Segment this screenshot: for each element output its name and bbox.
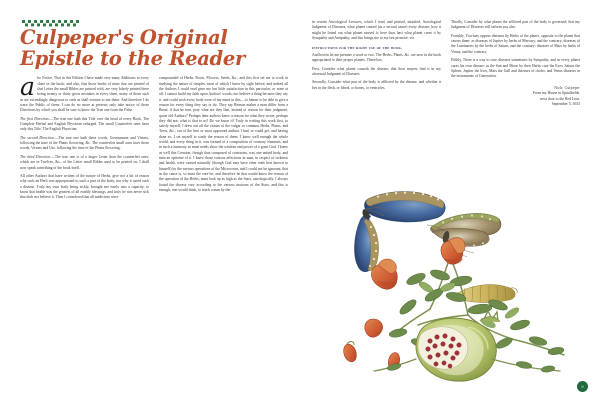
signature-address-line-2: next door to the Red Lion,: [540, 96, 580, 101]
column-two: [159, 76, 288, 200]
signature-block: [451, 86, 580, 109]
paragraph-second-rule: Secondly, Consider what part of the body is afflicted by the disease, and whether it lies in the flesh, or blood, or bones, or ventricles.: [312, 80, 441, 90]
paragraph-second-direction: The second Direction.—The true one hath these words, Government and Virtues, following the time of the Plants flowering, &c. The counterfeit small ones have these words, Virtues and Use, following the time of the Plants flowering.: [20, 135, 149, 151]
paragraph-fourth-rule: Fourthly, You may oppose diseases by Herbs of the planet, opposite to the planet that causes them: as diseases of Jupiter by herbs of Mercury, and the contrary; diseases of the Luminaries by the herbs of Saturn, and the contrary; diseases of Mars by herbs of Venus, and the contrary.: [451, 33, 580, 54]
paragraph: And herein let me premise a word or two. The Herbs, Plants, &c. are now in the book appropriated to their proper planets. Therefore,: [312, 52, 441, 63]
paragraph: compounded of Herbs, Roots, Flowers, Seeds, &c., and this first set me to work in studying the nature of simples, most of which I knew by sight before; and indeed all the Authors I could read gave me but little satisfaction in this particular, or none at all. I cannot build my faith upon Authors' words; nor believe a thing because they say it, and could wish every body were of my mind in this,—to labour to be able to give a reason for every thing they say or do. They say Reason makes a man differ from a Beast; if that be true, pray what are they that, instead of reason for their judgment, quote old Authors? Perhaps their authors knew a reason for what they wrote, perhaps they did not; what is that to us? Do we know it? Truly in writing this work first, to satisfy myself, I drew out all the virtues of the vulgar or common Herbs, Plants, and Trees, &c., out of the best or most approved authors I had, or could get, and having done so, I set myself to study the reason of them. I knew well enough the whole world, and every thing in it, was formed of a composition of contrary elements, and in such a harmony as must needs show the wisdom and power of a great God. I knew as well this Creation, though thus composed of contraries, was one united body, and man an epitome of it. I knew those various affections in man, in respect of sickness and health, were caused naturally (though God may have other ends best known to himself) by the various operations of the Microcosm; and I could not be ignorant, that as the cause is, so must the cure be; and therefore he that would know the reason of the operation of the Herbs, must look up as high as the Stars, astrologically. I always found the disease vary according to the various motions of the Stars; and this is enough, one would think, to teach a man by the: [159, 76, 288, 192]
column-four: [451, 20, 580, 108]
paragraph-fifth-rule: Fifthly, There is a way to cure diseases sometimes by Sympathy, and so every planet cures his own disease; as the Sun and Moon by their Herbs cure the Eyes, Saturn the Spleen, Jupiter the liver, Mars the Gall and diseases of choler, and Venus diseases in the instruments of Generation.: [451, 58, 580, 79]
paragraph-first-direction: The first Direction.—The true one hath this Title over the head of every Book, The Complete Herbal and English Physician enlarged. The small Counterfeit ones have only this Title, The English Physician.: [20, 116, 150, 132]
signature-address-line-1: From my House in Spitalfields,: [532, 91, 580, 96]
paragraph-third-direction: The third Direction.—The true one is of a larger Letter than the counterfeit ones, which are in Twelves, &c., of the Letter small Bibles used to be printed on. I shall now speak something of the book itself.: [20, 154, 149, 170]
signature-date: September 5, 1653: [551, 102, 580, 107]
paragraph-third-rule: Thirdly, Consider by what planet the afflicted part of the body is governed; that my Judgment of Diseases will inform you also.: [451, 20, 580, 30]
paragraph: in certain Astrological Lectures, which I read, and printed, intituled, Astrological Judgment of Diseases, what planet caused (as a second cause) every disease; how it might be found out what planet caused it; here thou hast what planet cures it by Sympathy and Antipathy; and this brings me to my last promise, viz.: [312, 20, 441, 40]
column-three: [312, 20, 441, 108]
right-page: [300, 0, 600, 402]
signature-name: Nich. Culpeper: [554, 85, 580, 90]
page-title: Culpeper's Original Epistle to the Reader: [20, 26, 245, 70]
paragraph: All other Authors that have written of the nature of Herbs, give not a bit of reason why such an Herb was appropriated to such a part of the body, nor why it cured such a disease. Truly my own body being sickly, brought me easily into a capacity, to know that health was the greatest of all earthly blessings, and truly he was never sick that doth not believe it. Then I considered that all medicines were: [20, 174, 149, 200]
paragraph: ake Notice, That in this Edition I have made very many Additions to every sheet in the book; and also, that those books of mine that are printed of that Letter the small Bibles are printed with, are very falsely printed there being twenty or thirty gross mistakes in every sheet, many of them such as are exceedingly dangerous to such as shall venture to use them: And therefore I do warn the Public of them: I can do no more at present; only take notice of these Directions by which you shall be sure to know the True one from the False.: [20, 72, 149, 113]
paragraph-first-rule: First, Consider what planet causeth the disease; that thou mayest find it in my aforesaid Judgment of Diseases.: [312, 66, 441, 76]
left-page-columns: [20, 72, 288, 200]
right-page-columns: [312, 20, 580, 108]
column-one: [20, 72, 150, 200]
instructions-heading: instructions for the right use of the book.: [312, 44, 403, 50]
page-number-badge: 9: [577, 381, 588, 392]
